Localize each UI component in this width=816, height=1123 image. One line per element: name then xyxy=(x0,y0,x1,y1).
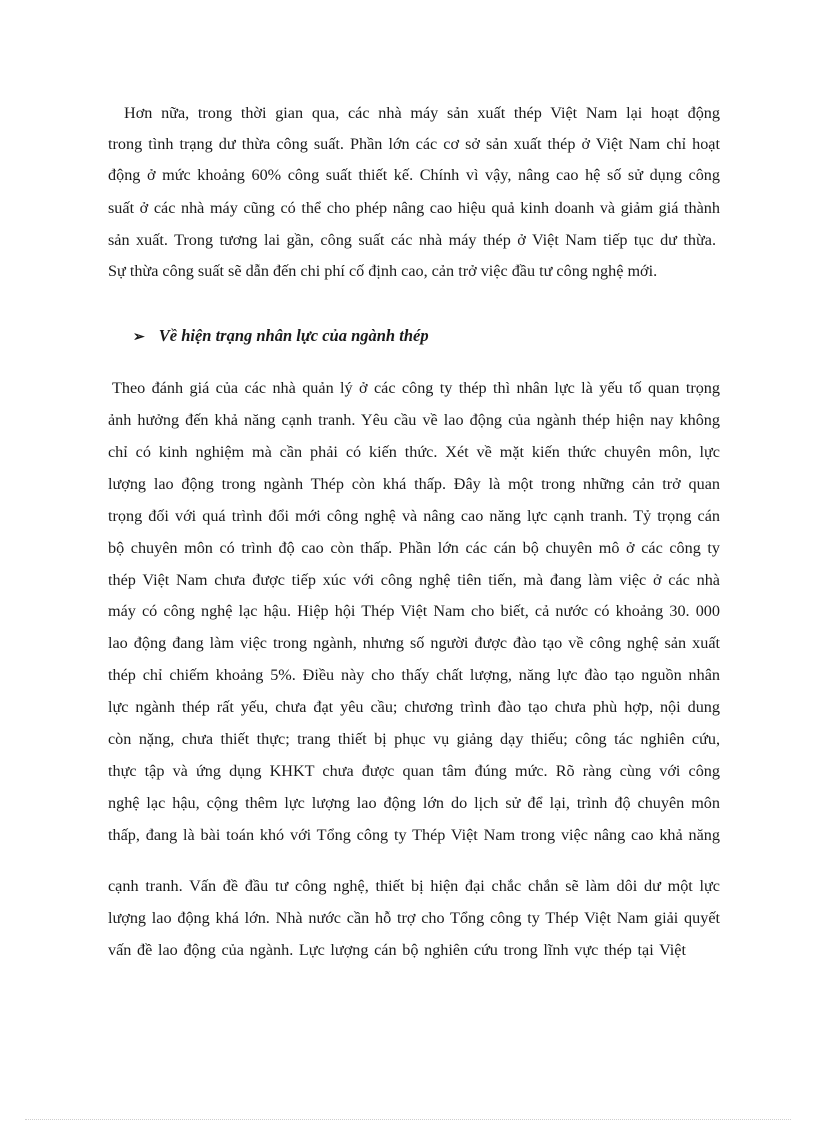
paragraph-line: ảnh hưởng đến khả năng cạnh tranh. Yêu cầu về lao động của ngành thép hiện nay không xyxy=(108,411,720,429)
paragraph-line: máy có công nghệ lạc hậu. Hiệp hội Thép Việt Nam cho biết, cả nước có khoảng 30. 000 xyxy=(108,602,720,620)
paragraph-line: thép chỉ chiếm khoảng 5%. Điều này cho thấy chất lượng, năng lực đào tạo nguồn nhân xyxy=(108,666,720,684)
paragraph-line: bộ chuyên môn có trình độ cao còn thấp. Phần lớn các cán bộ chuyên mô ở các công ty xyxy=(108,539,720,557)
paragraph-line: thấp, đang là bài toán khó với Tổng công ty Thép Việt Nam trong việc nâng cao khả năng xyxy=(108,826,720,844)
paragraph-line: vấn đề lao động của ngành. Lực lượng cán bộ nghiên cứu trong lĩnh vực thép tại Việt xyxy=(108,941,686,959)
paragraph-line: sản xuất. Trong tương lai gần, công suất các nhà máy thép ở Việt Nam tiếp tục dư thừa. xyxy=(108,231,716,249)
page-bottom-divider xyxy=(25,1119,791,1120)
arrow-bullet-icon: ➢ xyxy=(133,330,145,345)
paragraph-line: Sự thừa công suất sẽ dẫn đến chi phí cố định cao, cản trở việc đầu tư công nghệ mới. xyxy=(108,262,658,280)
paragraph-line: thực tập và ứng dụng KHKT chưa được quan tâm đúng mức. Rõ ràng cùng với công xyxy=(108,762,720,780)
section-heading xyxy=(133,326,429,348)
paragraph-line: thép Việt Nam chưa được tiếp xúc với công nghệ tiên tiến, mà đang làm việc ở các nhà xyxy=(108,571,720,589)
paragraph-line: cạnh tranh. Vấn đề đầu tư công nghệ, thiết bị hiện đại chắc chắn sẽ làm dôi dư một lực xyxy=(108,877,720,895)
paragraph-line: suất ở các nhà máy cũng có thể cho phép nâng cao hiệu quả kinh doanh và giảm giá thành xyxy=(108,199,720,217)
paragraph-line: chỉ có kinh nghiệm mà cần phải có kiến thức. Xét về mặt kiến thức chuyên môn, lực xyxy=(108,443,720,461)
paragraph-line: lượng lao động trong ngành Thép còn khá thấp. Đây là một trong những cản trở quan xyxy=(108,475,720,493)
paragraph-line: Hơn nữa, trong thời gian qua, các nhà máy sản xuất thép Việt Nam lại hoạt động xyxy=(124,104,720,122)
paragraph-line: lực ngành thép rất yếu, chưa đạt yêu cầu; chương trình đào tạo chưa phù hợp, nội dung xyxy=(108,698,720,716)
paragraph-line: còn nặng, chưa thiết thực; trang thiết bị phục vụ giảng dạy thiếu; công tác nghiên cứu, xyxy=(108,730,720,748)
paragraph-line: trọng đối với quá trình đổi mới công nghệ và nâng cao năng lực cạnh tranh. Tỷ trọng cán xyxy=(108,507,720,525)
paragraph-line: trong tình trạng dư thừa công suất. Phần lớn các cơ sở sản xuất thép ở Việt Nam chỉ hoạt xyxy=(108,135,720,153)
paragraph-line: động ở mức khoảng 60% công suất thiết kế. Chính vì vậy, nâng cao hệ số sử dụng công xyxy=(108,166,720,184)
section-heading-text: Về hiện trạng nhân lực của ngành thép xyxy=(158,326,429,345)
paragraph-line: Theo đánh giá của các nhà quản lý ở các công ty thép thì nhân lực là yếu tố quan trọng xyxy=(112,379,720,397)
paragraph-line: nghệ lạc hậu, cộng thêm lực lượng lao động lớn do lịch sử để lại, trình độ chuyên môn xyxy=(108,794,720,812)
paragraph-line: lao động đang làm việc trong ngành, nhưng số người được đào tạo về công nghệ sản xuất xyxy=(108,634,720,652)
paragraph-line: lượng lao động khá lớn. Nhà nước cần hỗ trợ cho Tổng công ty Thép Việt Nam giải quyết xyxy=(108,909,720,927)
